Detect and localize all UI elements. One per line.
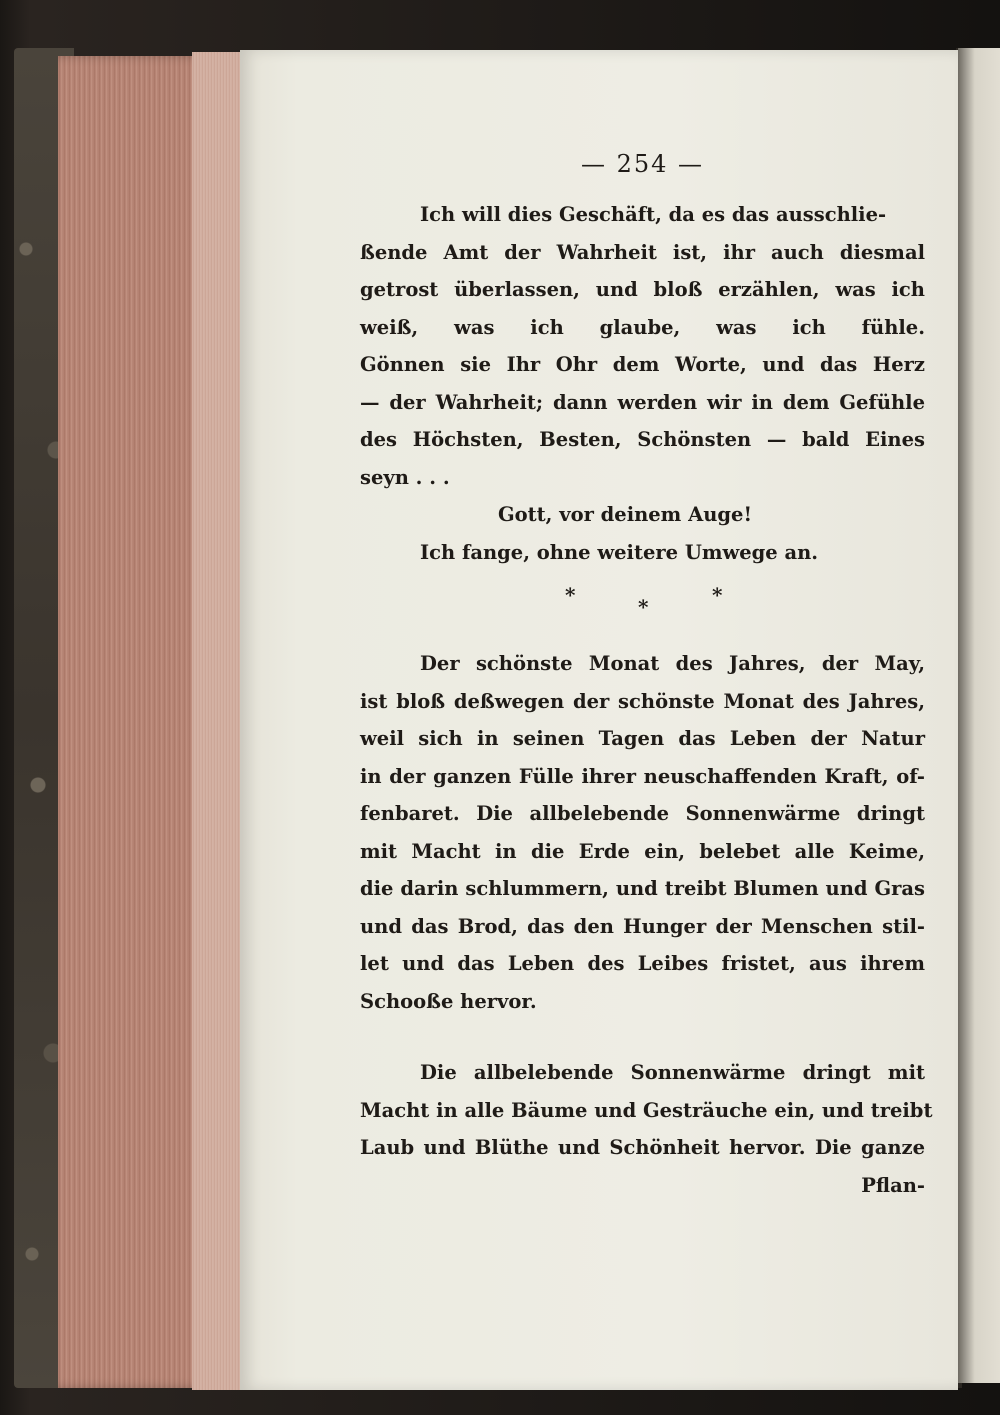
text-line: weil sich in seinen Tagen das Leben der Natur: [360, 727, 925, 750]
separator-star: *: [638, 595, 649, 619]
text-line: Ich will dies Geschäft, da es das ausschlie-: [420, 203, 887, 226]
page-text-block: [360, 140, 933, 1204]
text-line: let und das Leben des Leibes fristet, aus ihrem: [360, 952, 925, 975]
text-line: die darin schlummern, und treibt Blumen und Gras: [360, 877, 925, 900]
text-line: Macht in alle Bäume und Gesträuche ein, und treibt: [360, 1098, 933, 1122]
text-line: Laub und Blüthe und Schönheit hervor. Die ganze: [360, 1136, 925, 1159]
text-line: fenbaret. Die allbelebende Sonnenwärme dringt: [360, 802, 925, 825]
text-line: mit Macht in die Erde ein, belebet alle Keime,: [360, 839, 925, 863]
text-line: — der Wahrheit; dann werden wir in dem Gefühle: [360, 390, 925, 414]
text-line: in der ganzen Fülle ihrer neuschaffenden Kraft, of-: [360, 764, 925, 788]
text-line: getrost überlassen, und bloß erzählen, was ich: [360, 278, 925, 301]
paragraph-gap: [360, 1020, 925, 1054]
text-line: weiß, was ich glaube, was ich fühle.: [360, 315, 925, 339]
transition-line: Ich fange, ohne weitere Umwege an.: [420, 540, 819, 564]
page-block-edges-inner: [192, 52, 244, 1390]
text-line: des Höchsten, Besten, Schönsten — bald Eines: [360, 428, 925, 451]
separator-star: *: [712, 583, 723, 607]
text-line: ist bloß deßwegen der schönste Monat des Jahres,: [360, 689, 925, 713]
invocation-line: Gott, vor deinem Auge!: [498, 503, 753, 526]
catchword: Pflan-: [861, 1173, 925, 1197]
facing-page-edge: [958, 48, 1000, 1383]
text-line: Gönnen sie Ihr Ohr dem Worte, und das Herz: [360, 353, 925, 376]
text-line: und das Brod, das den Hunger der Menschen stil-: [360, 914, 925, 938]
text-line: ßende Amt der Wahrheit ist, ihr auch diesmal: [360, 240, 925, 264]
text-line: Der schönste Monat des Jahres, der May,: [420, 652, 925, 675]
text-line: Die allbelebende Sonnenwärme dringt mit: [420, 1061, 925, 1084]
text-line: seyn . . .: [360, 465, 450, 489]
separator-star: *: [565, 583, 576, 607]
text-line: Schooße hervor.: [360, 989, 537, 1013]
page-number-header: — 254 —: [580, 150, 705, 178]
section-separator: [360, 571, 925, 645]
